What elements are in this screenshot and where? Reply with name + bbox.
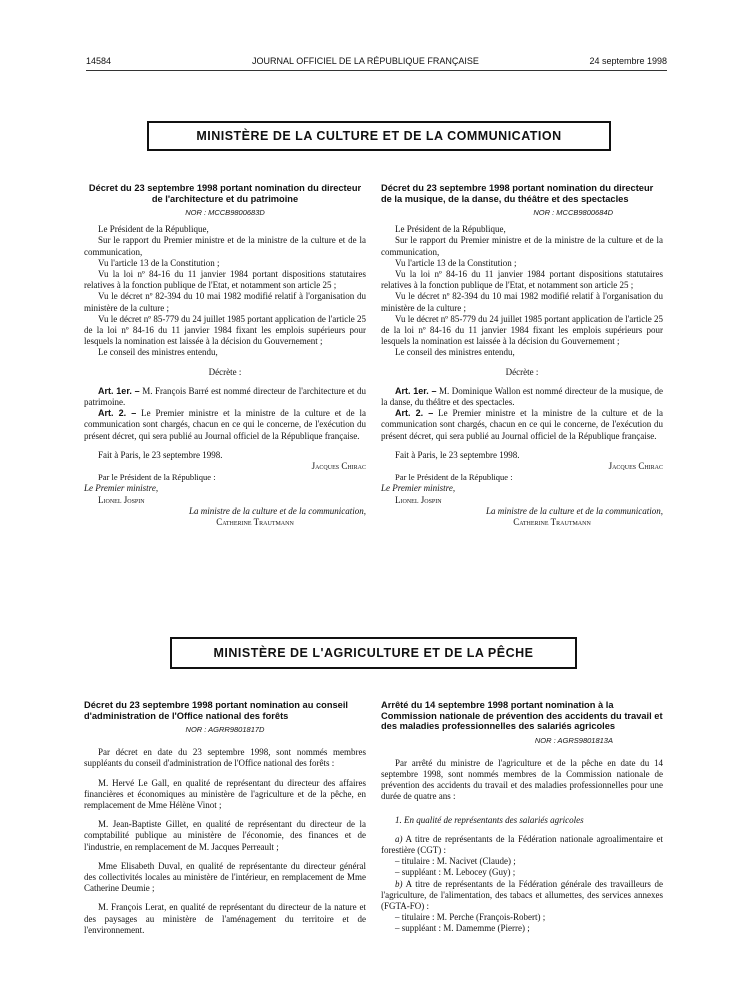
signature-date: Fait à Paris, le 23 septembre 1998. [98, 449, 223, 460]
decree-title: Décret du 23 septembre 1998 portant nomination au conseil d'administration de l'Office national des forêts [84, 700, 348, 721]
pm-name: Lionel Jospin [98, 494, 145, 505]
pm-title: Le Premier ministre, [381, 483, 456, 494]
paragraph: Vu l'article 13 de la Constitution ; [98, 257, 220, 268]
article-1: Art. 1er. – M. François Barré est nommé directeur de l'architecture et du patrimoine. [84, 385, 366, 408]
paragraph: Vu la loi nº 84-16 du 11 janvier 1984 portant dispositions statutaires relatives à la fonction publique de l'Etat, et notamment son article 25 ; [84, 269, 366, 291]
decree-title: Décret du 23 septembre 1998 portant nomination du directeur de la musique, de la danse, du théâtre et des spectacles [381, 183, 654, 204]
decree-title: Décret du 23 septembre 1998 portant nomination du directeur de l'architecture et du patrimoine [88, 183, 362, 204]
issue-date: 24 septembre 1998 [589, 56, 667, 66]
paragraph: Vu la loi nº 84-16 du 11 janvier 1984 portant dispositions statutaires relatives à la fonction publique de l'Etat, et notamment son article 25 ; [381, 269, 663, 291]
decree-title: Arrêté du 14 septembre 1998 portant nomination à la Commission nationale de prévention des accidents du travail et des maladies professionnelles des salariés agricoles [381, 700, 663, 731]
paragraph: Le Président de la République, [98, 224, 209, 235]
minister-title: La ministre de la culture et de la communication, [485, 505, 663, 516]
minister-name: Catherine Trautmann [513, 517, 591, 528]
paragraph: Mme Elisabeth Duval, en qualité de représentante du directeur général des collectivités locales au ministère de l'intérieur, en remplacement de Mme Catherine Deumie ; [84, 860, 366, 894]
paragraph: M. François Lerat, en qualité de représentant du directeur de la nature et des paysages au ministère de l'aménagement du territoire et de l'environnement. [84, 902, 366, 935]
paragraph: Sur le rapport du Premier ministre et de la ministre de la culture et de la communication, [381, 235, 663, 257]
article-2: Art. 2. – Le Premier ministre et la ministre de la culture et de la communication sont chargés, chacun en ce qui le concerne, de l'exécution du présent décret, qui sera publié au Journal officiel de la République française. [84, 408, 366, 441]
paragraph: Vu l'article 13 de la Constitution ; [395, 257, 517, 268]
minister-name: Catherine Trautmann [216, 517, 294, 528]
decrete-heading: Décrète : [208, 366, 242, 377]
signer-name: Jacques Chirac [311, 461, 366, 472]
paragraph: Le Président de la République, [395, 224, 506, 235]
journal-title: JOURNAL OFFICIEL DE LA RÉPUBLIQUE FRANÇAISE [252, 56, 479, 66]
page-number: 14584 [86, 56, 112, 66]
article-2: Art. 2. – Le Premier ministre et la ministre de la culture et de la communication sont chargés, chacun en ce qui le concerne, de l'exécution du présent décret, qui sera publié au Journal officiel de la République française. [381, 408, 663, 441]
paragraph: M. Jean-Baptiste Gillet, en qualité de représentant du directeur de la comptabilité publique au ministère de l'économie, des finances et de l'industrie, en remplacement de M. Jacques Perreault ; [84, 819, 366, 852]
list-item: – titulaire : M. Nacivet (Claude) ; [395, 856, 516, 867]
paragraph: Vu le décret nº 82-394 du 10 mai 1982 modifié relatif à l'organisation du ministère de la culture ; [381, 291, 663, 313]
header-rule [86, 70, 667, 71]
paragraph: Par arrêté du ministre de l'agriculture et de la pêche en date du 14 septembre 1998, sont nommés membres de la Commission nationale de prévention des accidents du travail et des maladies professionnelles pour une durée de quatre ans : [381, 757, 663, 802]
paragraph: Par décret en date du 23 septembre 1998, sont nommés membres suppléants du conseil d'administration de l'Office national des forêts : [84, 747, 366, 769]
nor-reference: NOR : AGRS9801813A [534, 735, 613, 745]
decree-onf [84, 700, 366, 936]
article-1: Art. 1er. – M. Dominique Wallon est nommé directeur de la musique, de la danse, du théâtre et des spectacles. [381, 385, 663, 408]
nor-reference: NOR : AGRR9801817D [185, 725, 265, 734]
paragraph: Vu le décret nº 82-394 du 10 mai 1982 modifié relatif à l'organisation du ministère de la culture ; [84, 291, 366, 313]
nor-reference: NOR : MCCB9800684D [533, 208, 613, 217]
section-heading: 1. En qualité de représentants des salariés agricoles [395, 814, 584, 825]
paragraph: Le conseil des ministres entendu, [98, 347, 218, 358]
decree-architecture [84, 183, 366, 528]
paragraph: Vu le décret nº 85-779 du 24 juillet 1985 portant application de l'article 25 de la loi nº 84-16 du 11 janvier 1984 fixant les emplois supérieurs pour lesquels la nomination est laissée à la décision du Gouvernement ; [381, 313, 663, 347]
pm-title: Le Premier ministre, [84, 483, 159, 494]
ministry-banner-agriculture: MINISTÈRE DE L'AGRICULTURE ET DE LA PÊCHE [170, 637, 577, 669]
signature-line: Par le Président de la République : [98, 472, 216, 483]
list-item: – suppléant : M. Lebocey (Guy) ; [395, 867, 516, 878]
paragraph: a) A titre de représentants de la Fédération nationale agroalimentaire et forestière (CGT) : [381, 833, 663, 855]
pm-name: Lionel Jospin [395, 494, 442, 505]
paragraph: Le conseil des ministres entendu, [395, 347, 515, 358]
signature-line: Par le Président de la République : [395, 472, 513, 483]
list-item: – suppléant : M. Damemme (Pierre) ; [395, 923, 530, 934]
list-item: – titulaire : M. Perche (François-Robert) ; [395, 912, 546, 923]
paragraph: M. Hervé Le Gall, en qualité de représentant du directeur des affaires financières et économiques au ministère de l'agriculture et de la pêche, en remplacement de Mme Hélène Vinot ; [84, 777, 366, 811]
minister-title: La ministre de la culture et de la communication, [188, 505, 366, 516]
paragraph: Vu le décret nº 85-779 du 24 juillet 1985 portant application de l'article 25 de la loi nº 84-16 du 11 janvier 1984 fixant les emplois supérieurs pour lesquels la nomination est laissée à la décision du Gouvernement ; [84, 313, 366, 347]
signature-date: Fait à Paris, le 23 septembre 1998. [395, 449, 520, 460]
nor-reference: NOR : MCCB9800683D [185, 208, 265, 217]
arrete-commission [381, 700, 663, 935]
ministry-banner-culture: MINISTÈRE DE LA CULTURE ET DE LA COMMUNICATION [147, 121, 611, 151]
decree-music [381, 183, 663, 528]
decrete-heading: Décrète : [505, 366, 539, 377]
paragraph: b) A titre de représentants de la Fédération générale des travailleurs de l'agriculture, de l'alimentation, des tabacs et allumettes, des services annexes (FGTA-FO) : [381, 878, 663, 911]
signer-name: Jacques Chirac [608, 461, 663, 472]
paragraph: Sur le rapport du Premier ministre et de la ministre de la culture et de la communication, [84, 235, 366, 257]
